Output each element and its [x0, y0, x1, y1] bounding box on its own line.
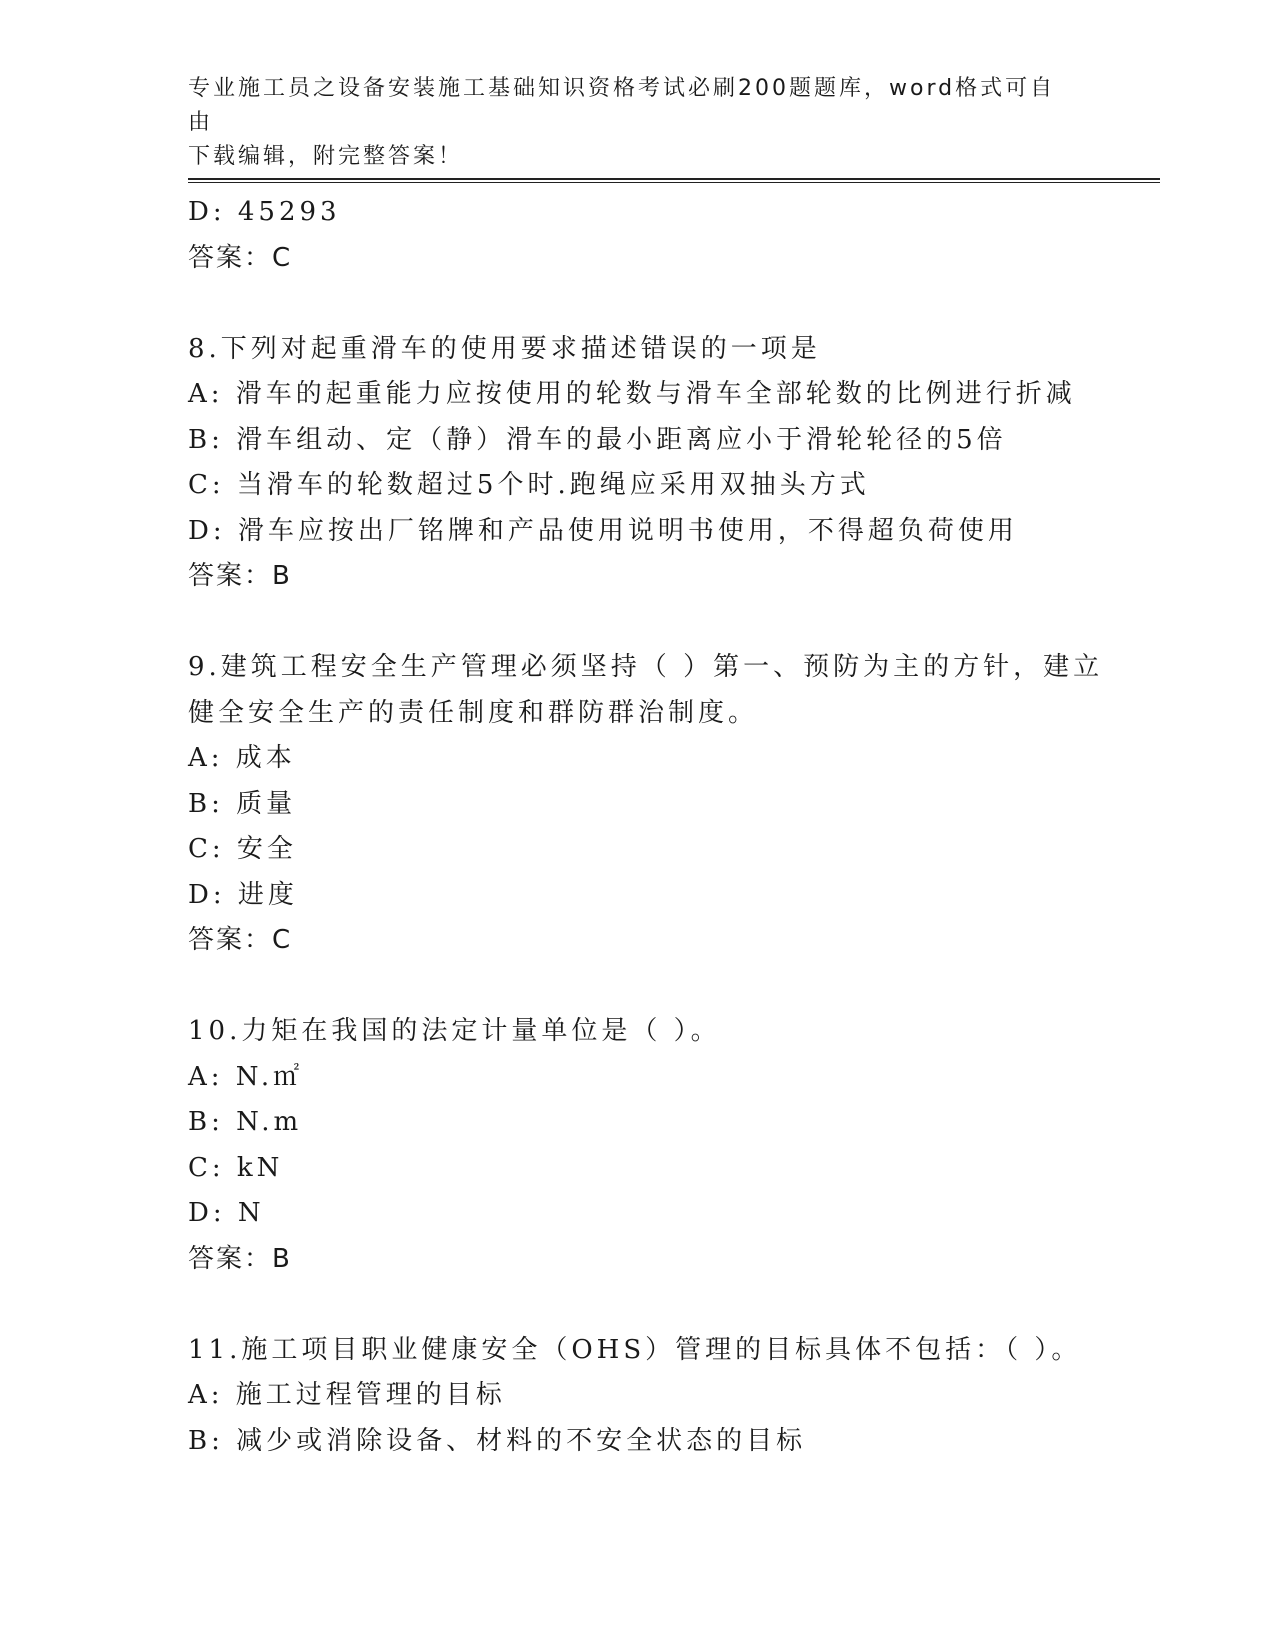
spacer: [188, 600, 1148, 646]
question-stem: 8.下列对起重滑车的使用要求描述错误的一项是: [188, 333, 821, 364]
option-d: D: 进度: [188, 879, 298, 910]
header-rule-thick: [188, 178, 1160, 180]
spacer: [188, 281, 1148, 327]
question-list: [188, 190, 1148, 1464]
option-a: A: 滑车的起重能力应按使用的轮数与滑车全部轮数的比例进行折减: [188, 379, 1076, 409]
option-c: C: kN: [188, 1152, 284, 1183]
option-b: B: 质量: [188, 788, 297, 819]
question-stem-continued: 健全安全生产的责任制度和群防群治制度。: [188, 697, 759, 728]
answer-line: 答案：C: [188, 925, 293, 955]
option-a: A: 施工过程管理的目标: [188, 1380, 506, 1410]
option-a: A: 成本: [188, 743, 296, 773]
option-c: C: 安全: [188, 834, 297, 864]
question-stem: 10.力矩在我国的法定计量单位是（ ）。: [188, 1016, 721, 1046]
option-c: C: 当滑车的轮数超过5个时.跑绳应采用双抽头方式: [188, 470, 870, 500]
option-d: D: 45293: [188, 197, 341, 227]
option-a: A: N.㎡: [188, 1061, 304, 1092]
question-stem: 9.建筑工程安全生产管理必须坚持（ ）第一、预防为主的方针，建立: [188, 652, 1104, 682]
option-b: B: N.m: [188, 1107, 303, 1137]
option-b: B: 减少或消除设备、材料的不安全状态的目标: [188, 1425, 807, 1456]
option-d: D: N: [188, 1198, 265, 1228]
header-title-line1: 专业施工员之设备安装施工基础知识资格考试必刷200题题库，word格式可自由: [188, 76, 1056, 135]
header-rule-thin: [188, 182, 1160, 183]
answer-line: 答案：B: [188, 561, 292, 591]
question-stem: 11.施工项目职业健康安全（OHS）管理的目标具体不包括：（ ）。: [188, 1334, 1082, 1365]
option-b: B: 滑车组动、定（静）滑车的最小距离应小于滑轮轮径的5倍: [188, 424, 1007, 455]
answer-line: 答案：B: [188, 1243, 292, 1274]
answer-line: 答案：C: [188, 242, 293, 273]
header-title-line2: 下载编辑，附完整答案！: [188, 144, 464, 169]
option-d: D: 滑车应按出厂铭牌和产品使用说明书使用，不得超负荷使用: [188, 515, 1018, 546]
spacer: [188, 1282, 1148, 1328]
spacer: [188, 964, 1148, 1010]
document-header: [188, 72, 1078, 174]
